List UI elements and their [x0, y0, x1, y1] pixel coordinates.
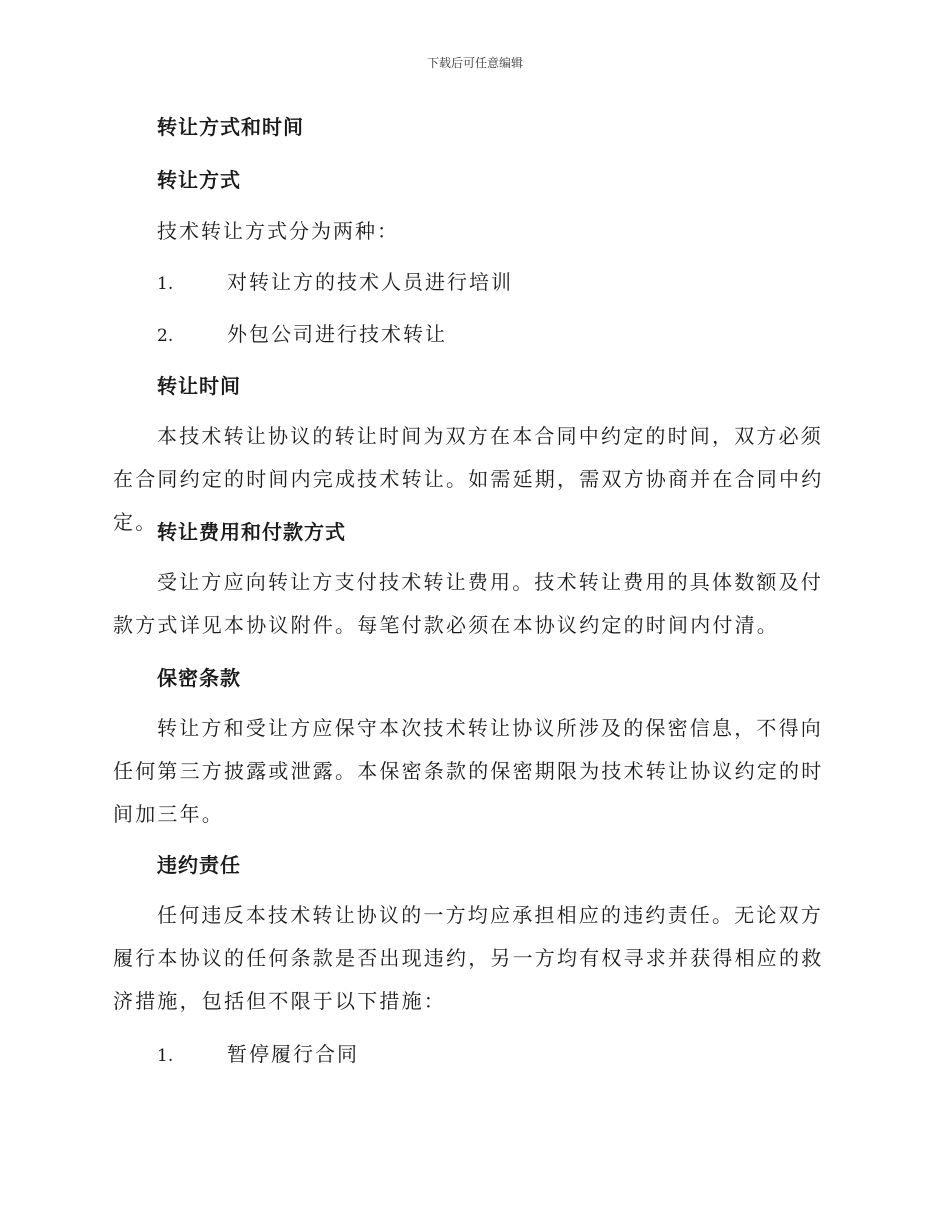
list-item: [157, 270, 837, 296]
section-heading-transfer-method-time: 转让方式和时间: [157, 115, 304, 139]
section-heading-transfer-method: 转让方式: [157, 168, 241, 192]
list-item-number: 2.: [157, 326, 174, 346]
list-item: [157, 322, 837, 348]
list-item-text: 暂停履行合同: [227, 1042, 359, 1066]
list-item-text: 外包公司进行技术转让: [227, 322, 447, 346]
paragraph-transfer-time: 本技术转让协议的转让时间为双方在本合同中约定的时间，双方必须在合同约定的时间内完成技术转让。如需延期，需双方协商并在合同中约定。: [113, 424, 824, 534]
section-heading-breach-liability: 违约责任: [157, 853, 241, 877]
paragraph-confidentiality: 转让方和受让方应保守本次技术转让协议所涉及的保密信息，不得向任何第三方披露或泄露。本保密条款的保密期限为技术转让协议约定的时间加三年。: [113, 716, 824, 826]
section-heading-transfer-time: 转让时间: [157, 374, 241, 398]
list-item: [157, 1042, 837, 1068]
section-heading-fee-payment: 转让费用和付款方式: [157, 520, 346, 544]
section-heading-confidentiality: 保密条款: [157, 666, 241, 690]
page-header: 下载后可任意编辑: [426, 56, 523, 70]
paragraph-fee-payment: 受让方应向转让方支付技术转让费用。技术转让费用的具体数额及付款方式详见本协议附件。每笔付款必须在本协议约定的时间内付清。: [113, 570, 823, 637]
list-item-text: 对转让方的技术人员进行培训: [227, 270, 513, 294]
transfer-method-intro: 技术转让方式分为两种：: [157, 219, 399, 243]
list-item-number: 1.: [157, 274, 174, 294]
paragraph-breach-liability: 任何违反本技术转让协议的一方均应承担相应的违约责任。无论双方履行本协议的任何条款是否出现违约，另一方均有权寻求并获得相应的救济措施，包括但不限于以下措施：: [113, 903, 824, 1013]
list-item-number: 1.: [157, 1046, 174, 1066]
